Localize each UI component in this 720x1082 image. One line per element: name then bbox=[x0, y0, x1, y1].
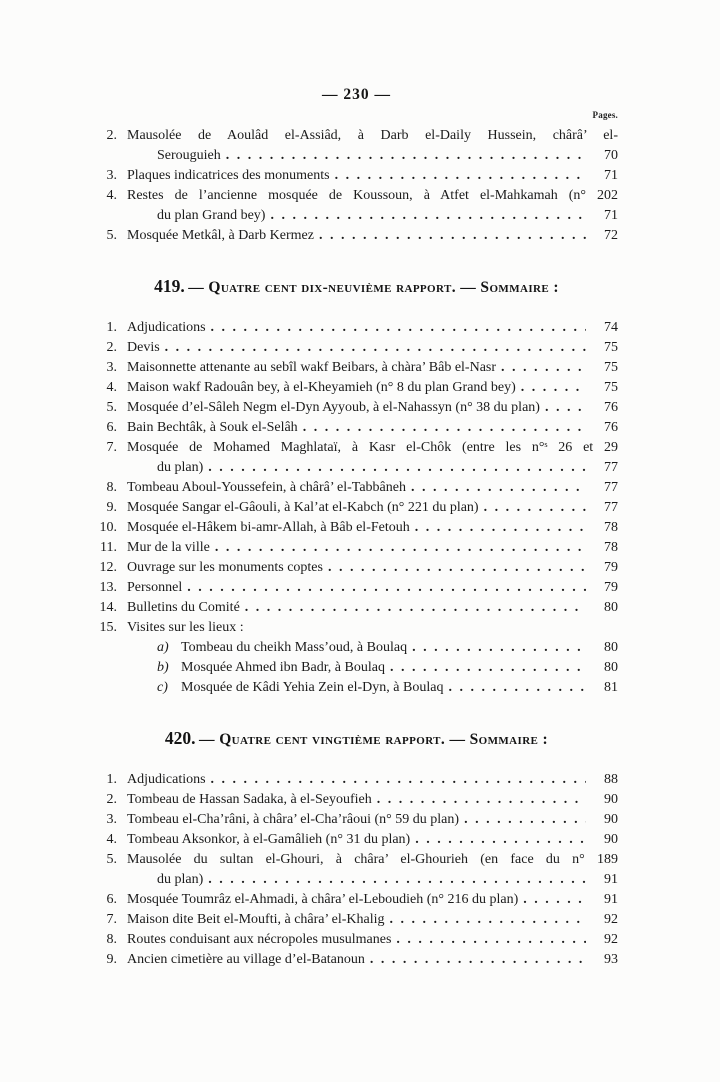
toc-entry-line bbox=[95, 658, 618, 678]
leader-dots bbox=[319, 226, 586, 246]
entry-number: 1. bbox=[106, 772, 117, 787]
leader-dots bbox=[377, 790, 586, 810]
leader-dots bbox=[211, 770, 586, 790]
toc-entry bbox=[95, 226, 618, 246]
toc-entry-line bbox=[95, 890, 618, 910]
toc-entry bbox=[95, 358, 618, 378]
toc-entry-line bbox=[95, 638, 618, 658]
entry-text: Mosquée de Mohamed Maghlataï, à Kasr el-Chôk (entre les n°ˢ 26 et 29 bbox=[127, 440, 618, 455]
entry-page-number: 77 bbox=[604, 480, 618, 495]
toc-entry-line bbox=[95, 226, 618, 246]
toc-entry bbox=[95, 498, 618, 518]
entry-page-number: 76 bbox=[604, 400, 618, 415]
entry-page-number: 79 bbox=[604, 560, 618, 575]
toc-entry-line bbox=[95, 810, 618, 830]
entry-text: Adjudications bbox=[127, 320, 206, 335]
entry-number: 6. bbox=[106, 892, 117, 907]
toc-entry-line bbox=[95, 950, 618, 970]
entry-text: Ouvrage sur les monuments coptes bbox=[127, 560, 323, 575]
toc-entry bbox=[95, 538, 618, 558]
toc-entry-line bbox=[95, 146, 618, 166]
toc-entry-line bbox=[95, 206, 618, 226]
section-heading bbox=[95, 276, 618, 297]
entry-page-number: 78 bbox=[604, 520, 618, 535]
leader-dots bbox=[303, 418, 586, 438]
entry-number: 8. bbox=[106, 480, 117, 495]
toc-entry-line bbox=[95, 398, 618, 418]
entry-number: 5. bbox=[106, 852, 117, 867]
entry-page-number: 70 bbox=[604, 148, 618, 163]
entry-number: 8. bbox=[106, 932, 117, 947]
toc-entry bbox=[95, 658, 618, 678]
entry-letter: a) bbox=[157, 640, 169, 655]
toc-entry bbox=[95, 890, 618, 910]
toc-entry bbox=[95, 770, 618, 790]
toc-entry-line bbox=[95, 538, 618, 558]
entry-text: Tombeau du cheikh Mass’oud, à Boulaq bbox=[181, 640, 408, 655]
entry-number: 2. bbox=[106, 792, 117, 807]
entry-text: Restes de l’ancienne mosquée de Koussoun, à Atfet el-Mahkamah (n° 202 bbox=[127, 188, 618, 203]
toc-entry bbox=[95, 338, 618, 358]
toc-entry-line bbox=[95, 618, 618, 638]
report-section bbox=[95, 728, 618, 970]
entry-number: 4. bbox=[106, 188, 117, 203]
entry-number: 11. bbox=[100, 540, 117, 555]
entry-text: Mur de la ville bbox=[127, 540, 210, 555]
toc-entry bbox=[95, 318, 618, 338]
toc-entry bbox=[95, 166, 618, 186]
entry-page-number: 77 bbox=[604, 500, 618, 515]
entry-letter: b) bbox=[157, 660, 169, 675]
entry-text: Maison dite Beit el-Moufti, à châra’ el-Khalig bbox=[127, 912, 385, 927]
entry-page-number: 91 bbox=[604, 892, 618, 907]
table-of-contents bbox=[95, 126, 618, 970]
entry-page-number: 88 bbox=[604, 772, 618, 787]
leader-dots bbox=[415, 830, 586, 850]
entry-page-number: 75 bbox=[604, 360, 618, 375]
entry-text: du plan) bbox=[157, 872, 204, 887]
entry-number: 3. bbox=[106, 360, 117, 375]
entry-text: Mosquée Toumrâz el-Ahmadi, à châra’ el-Leboudieh (n° 216 du plan) bbox=[127, 892, 519, 907]
toc-entry-line bbox=[95, 498, 618, 518]
leader-dots bbox=[415, 518, 586, 538]
leader-dots bbox=[390, 910, 587, 930]
entry-page-number: 75 bbox=[604, 340, 618, 355]
leader-dots bbox=[412, 638, 586, 658]
entry-number: 3. bbox=[106, 812, 117, 827]
leader-dots bbox=[208, 870, 586, 890]
leader-dots bbox=[501, 358, 586, 378]
toc-entry-line bbox=[95, 770, 618, 790]
entry-text: Adjudications bbox=[127, 772, 206, 787]
entry-page-number: 92 bbox=[604, 912, 618, 927]
leader-dots bbox=[208, 458, 586, 478]
entry-number: 7. bbox=[106, 440, 117, 455]
entry-number: 9. bbox=[106, 952, 117, 967]
entry-page-number: 90 bbox=[604, 792, 618, 807]
entry-number: 4. bbox=[106, 380, 117, 395]
entry-text: Mosquée el-Hâkem bi-amr-Allah, à Bâb el-Fetouh bbox=[127, 520, 410, 535]
leader-dots bbox=[226, 146, 586, 166]
entry-text: Mosquée Sangar el-Gâouli, à Kal’at el-Kabch (n° 221 du plan) bbox=[127, 500, 479, 515]
entry-page-number: 81 bbox=[604, 680, 618, 695]
toc-entry-line bbox=[95, 678, 618, 698]
leader-dots bbox=[328, 558, 586, 578]
toc-entry-line bbox=[95, 910, 618, 930]
entry-page-number: 77 bbox=[604, 460, 618, 475]
toc-entry bbox=[95, 930, 618, 950]
entry-text: Plaques indicatrices des monuments bbox=[127, 168, 330, 183]
toc-entry-line bbox=[95, 478, 618, 498]
toc-entry bbox=[95, 618, 618, 638]
leader-dots bbox=[211, 318, 586, 338]
report-section bbox=[95, 126, 618, 246]
toc-entry bbox=[95, 518, 618, 538]
toc-entry-line bbox=[95, 438, 618, 458]
leader-dots bbox=[464, 810, 586, 830]
entry-page-number: 90 bbox=[604, 832, 618, 847]
entry-text: Maisonnette attenante au sebîl wakf Beibars, à chàra’ Bâb el-Nasr bbox=[127, 360, 497, 375]
pages-column-label: Pages. bbox=[592, 110, 618, 120]
entry-text: Mausolée du sultan el-Ghouri, à châra’ el-Ghourieh (en face du n° 189 bbox=[127, 852, 618, 867]
section-heading-text: — Quatre cent dix-neuvième rapport. — Sommaire : bbox=[188, 279, 559, 296]
toc-entry-line bbox=[95, 318, 618, 338]
entry-text: Routes conduisant aux nécropoles musulmanes bbox=[127, 932, 392, 947]
toc-entry bbox=[95, 398, 618, 418]
entry-number: 5. bbox=[106, 400, 117, 415]
section-heading bbox=[95, 728, 618, 749]
toc-entry-line bbox=[95, 578, 618, 598]
toc-list bbox=[95, 770, 618, 970]
toc-entry bbox=[95, 186, 618, 226]
entry-text: Visites sur les lieux : bbox=[127, 620, 244, 635]
entry-number: 12. bbox=[99, 560, 117, 575]
entry-text: Tombeau Aksonkor, à el-Gamâlieh (n° 31 du plan) bbox=[127, 832, 411, 847]
toc-entry-line bbox=[95, 166, 618, 186]
entry-page-number: 75 bbox=[604, 380, 618, 395]
leader-dots bbox=[545, 398, 586, 418]
entry-page-number: 80 bbox=[604, 660, 618, 675]
entry-number: 10. bbox=[99, 520, 117, 535]
entry-number: 4. bbox=[106, 832, 117, 847]
leader-dots bbox=[396, 930, 586, 950]
entry-text: du plan Grand bey) bbox=[157, 208, 266, 223]
toc-entry-line bbox=[95, 378, 618, 398]
entry-text: Bulletins du Comité bbox=[127, 600, 240, 615]
entry-number: 15. bbox=[99, 620, 117, 635]
entry-number: 7. bbox=[106, 912, 117, 927]
entry-text: Tombeau Aboul-Youssefein, à chârâ’ el-Tabbâneh bbox=[127, 480, 406, 495]
entry-text: Mosquée Metkâl, à Darb Kermez bbox=[127, 228, 314, 243]
toc-entry-line bbox=[95, 850, 618, 870]
entry-page-number: 80 bbox=[604, 600, 618, 615]
toc-entry bbox=[95, 638, 618, 658]
toc-entry bbox=[95, 810, 618, 830]
entry-page-number: 80 bbox=[604, 640, 618, 655]
leader-dots bbox=[523, 890, 586, 910]
entry-text: Devis bbox=[127, 340, 160, 355]
leader-dots bbox=[245, 598, 586, 618]
toc-entry-line bbox=[95, 790, 618, 810]
leader-dots bbox=[484, 498, 586, 518]
entry-page-number: 78 bbox=[604, 540, 618, 555]
entry-number: 3. bbox=[106, 168, 117, 183]
entry-text: du plan) bbox=[157, 460, 204, 475]
section-heading-number: 419. bbox=[154, 276, 185, 296]
toc-entry-line bbox=[95, 358, 618, 378]
entry-page-number: 71 bbox=[604, 168, 618, 183]
toc-entry-line bbox=[95, 458, 618, 478]
entry-text: Mosquée d’el-Sâleh Negm el-Dyn Ayyoub, à el-Nahassyn (n° 38 du plan) bbox=[127, 400, 540, 415]
leader-dots bbox=[335, 166, 586, 186]
toc-entry-line bbox=[95, 598, 618, 618]
entry-number: 2. bbox=[106, 340, 117, 355]
leader-dots bbox=[521, 378, 586, 398]
entry-text: Personnel bbox=[127, 580, 183, 595]
toc-entry bbox=[95, 598, 618, 618]
toc-entry bbox=[95, 910, 618, 930]
toc-entry bbox=[95, 578, 618, 598]
entry-number: 13. bbox=[99, 580, 117, 595]
entry-text: Tombeau el-Cha’râni, à châra’ el-Cha’râoui (n° 59 du plan) bbox=[127, 812, 460, 827]
entry-text: Serouguieh bbox=[157, 148, 221, 163]
toc-entry bbox=[95, 790, 618, 810]
entry-text: Tombeau de Hassan Sadaka, à el-Seyoufieh bbox=[127, 792, 372, 807]
entry-text: Mausolée de Aoulâd el-Assiâd, à Darb el-Daily Hussein, chârâ’ el- bbox=[127, 128, 618, 143]
toc-entry bbox=[95, 950, 618, 970]
toc-list bbox=[95, 126, 618, 246]
entry-text: Maison wakf Radouân bey, à el-Kheyamieh (n° 8 du plan Grand bey) bbox=[127, 380, 516, 395]
leader-dots bbox=[370, 950, 586, 970]
toc-list bbox=[95, 318, 618, 698]
report-section bbox=[95, 276, 618, 698]
section-heading-text: — Quatre cent vingtième rapport. — Sommaire : bbox=[199, 731, 549, 748]
leader-dots bbox=[270, 206, 586, 226]
entry-text: Bain Bechtâk, à Souk el-Selâh bbox=[127, 420, 298, 435]
toc-entry-line bbox=[95, 870, 618, 890]
entry-page-number: 74 bbox=[604, 320, 618, 335]
entry-number: 6. bbox=[106, 420, 117, 435]
toc-entry bbox=[95, 678, 618, 698]
entry-page-number: 90 bbox=[604, 812, 618, 827]
toc-entry-line bbox=[95, 186, 618, 206]
entry-page-number: 76 bbox=[604, 420, 618, 435]
toc-entry-line bbox=[95, 418, 618, 438]
entry-text: Mosquée de Kâdi Yehia Zein el-Dyn, à Boulaq bbox=[181, 680, 444, 695]
folio-page-number: — 230 — bbox=[322, 86, 391, 103]
entry-page-number: 93 bbox=[604, 952, 618, 967]
toc-entry bbox=[95, 378, 618, 398]
leader-dots bbox=[165, 338, 586, 358]
leader-dots bbox=[215, 538, 586, 558]
entry-page-number: 71 bbox=[604, 208, 618, 223]
toc-entry bbox=[95, 418, 618, 438]
toc-entry-line bbox=[95, 126, 618, 146]
leader-dots bbox=[411, 478, 586, 498]
leader-dots bbox=[390, 658, 586, 678]
toc-entry-line bbox=[95, 558, 618, 578]
entry-number: 2. bbox=[106, 128, 117, 143]
toc-entry bbox=[95, 830, 618, 850]
entry-number: 9. bbox=[106, 500, 117, 515]
toc-entry bbox=[95, 850, 618, 890]
entry-number: 1. bbox=[106, 320, 117, 335]
toc-entry bbox=[95, 558, 618, 578]
toc-entry bbox=[95, 478, 618, 498]
entry-page-number: 91 bbox=[604, 872, 618, 887]
entry-text: Ancien cimetière au village d’el-Batanoun bbox=[127, 952, 365, 967]
entry-page-number: 79 bbox=[604, 580, 618, 595]
leader-dots bbox=[187, 578, 586, 598]
toc-entry-line bbox=[95, 338, 618, 358]
entry-letter: c) bbox=[157, 680, 168, 695]
section-heading-number: 420. bbox=[164, 728, 196, 748]
toc-entry-line bbox=[95, 830, 618, 850]
leader-dots bbox=[448, 678, 586, 698]
toc-entry bbox=[95, 126, 618, 166]
toc-entry-line bbox=[95, 518, 618, 538]
entry-page-number: 92 bbox=[604, 932, 618, 947]
entry-number: 5. bbox=[106, 228, 117, 243]
toc-entry bbox=[95, 438, 618, 478]
entry-number: 14. bbox=[99, 600, 117, 615]
entry-page-number: 72 bbox=[604, 228, 618, 243]
entry-text: Mosquée Ahmed ibn Badr, à Boulaq bbox=[181, 660, 385, 675]
toc-entry-line bbox=[95, 930, 618, 950]
